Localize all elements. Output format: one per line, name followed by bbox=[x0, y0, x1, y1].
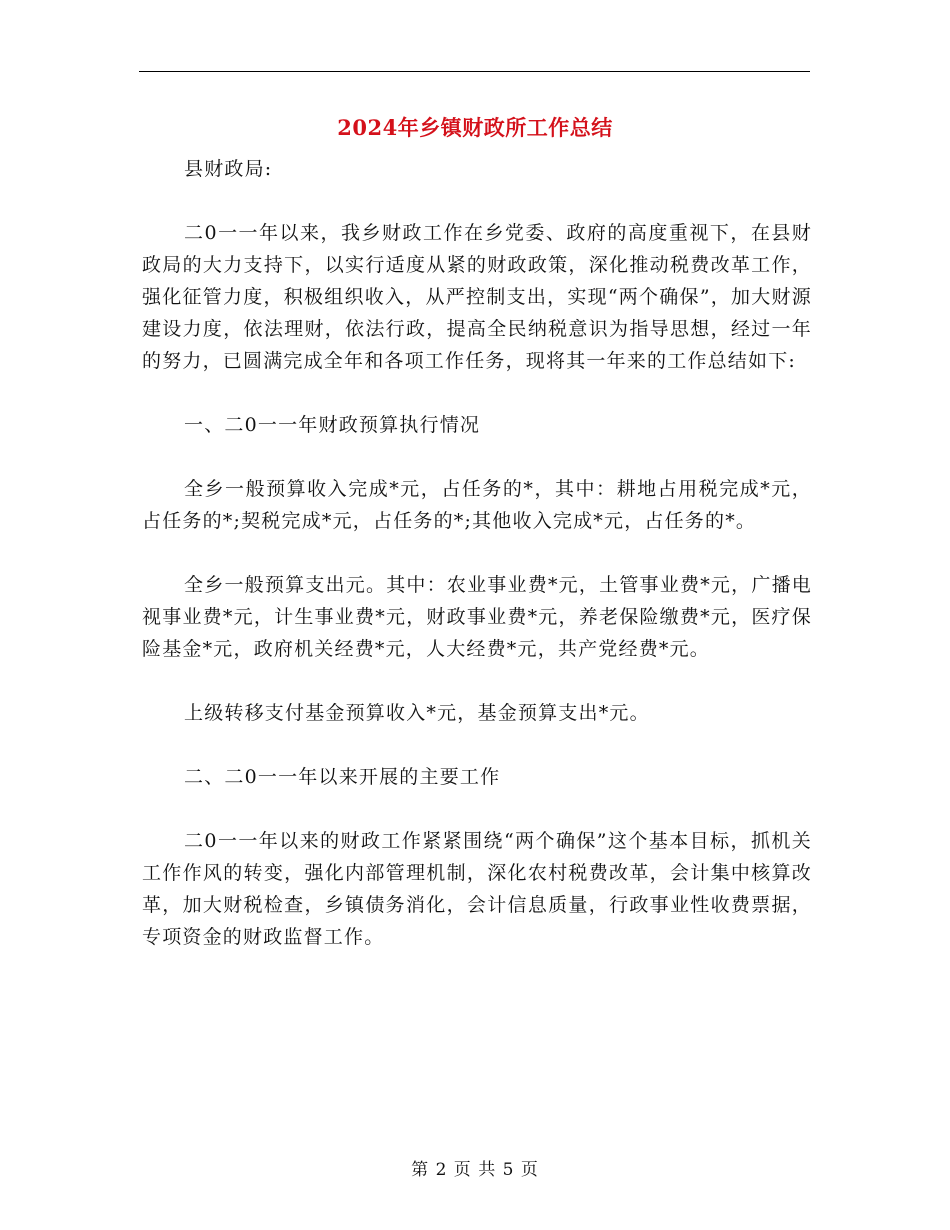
document-title: 2024年乡镇财政所工作总结 bbox=[337, 115, 613, 140]
section-heading-2: 二、二0一一年以来开展的主要工作 bbox=[184, 766, 501, 788]
header-rule bbox=[139, 71, 810, 72]
paragraph-transfer: 上级转移支付基金预算收入*元，基金预算支出*元。 bbox=[184, 702, 650, 724]
paragraph-expenditure: 全乡一般预算支出元。其中：农业事业费*元，土管事业费*元，广播电视事业费*元，计生事业费*元，财政事业费*元，养老保险缴费*元，医疗保险基金*元，政府机关经费*元，人大经费*元，共产党经费*元。 bbox=[142, 574, 812, 660]
salutation: 县财政局: bbox=[184, 158, 273, 180]
paragraph-intro: 二0一一年以来，我乡财政工作在乡党委、政府的高度重视下，在县财政局的大力支持下，以实行适度从紧的财政政策，深化推动税费改革工作，强化征管力度，积极组织收入，从严控制支出，实现“两个确保”，加大财源建设力度，依法理财，依法行政，提高全民纳税意识为指导思想，经过一年的努力，已圆满完成全年和各项工作任务，现将其一年来的工作总结如下: bbox=[142, 222, 812, 372]
document-body bbox=[142, 153, 812, 953]
paragraph-main-work: 二0一一年以来的财政工作紧紧围绕“两个确保”这个基本目标，抓机关工作作风的转变，强化内部管理机制，深化农村税费改革，会计集中核算改革，加大财税检查，乡镇债务消化，会计信息质量，行政事业性收费票据，专项资金的财政监督工作。 bbox=[142, 830, 812, 948]
page-number: 第 2 页 共 5 页 bbox=[411, 1160, 539, 1180]
section-heading-1: 一、二0一一年财政预算执行情况 bbox=[184, 414, 481, 436]
paragraph-revenue: 全乡一般预算收入完成*元，占任务的*，其中：耕地占用税完成*元，占任务的*;契税完成*元，占任务的*;其他收入完成*元，占任务的*。 bbox=[142, 478, 812, 532]
